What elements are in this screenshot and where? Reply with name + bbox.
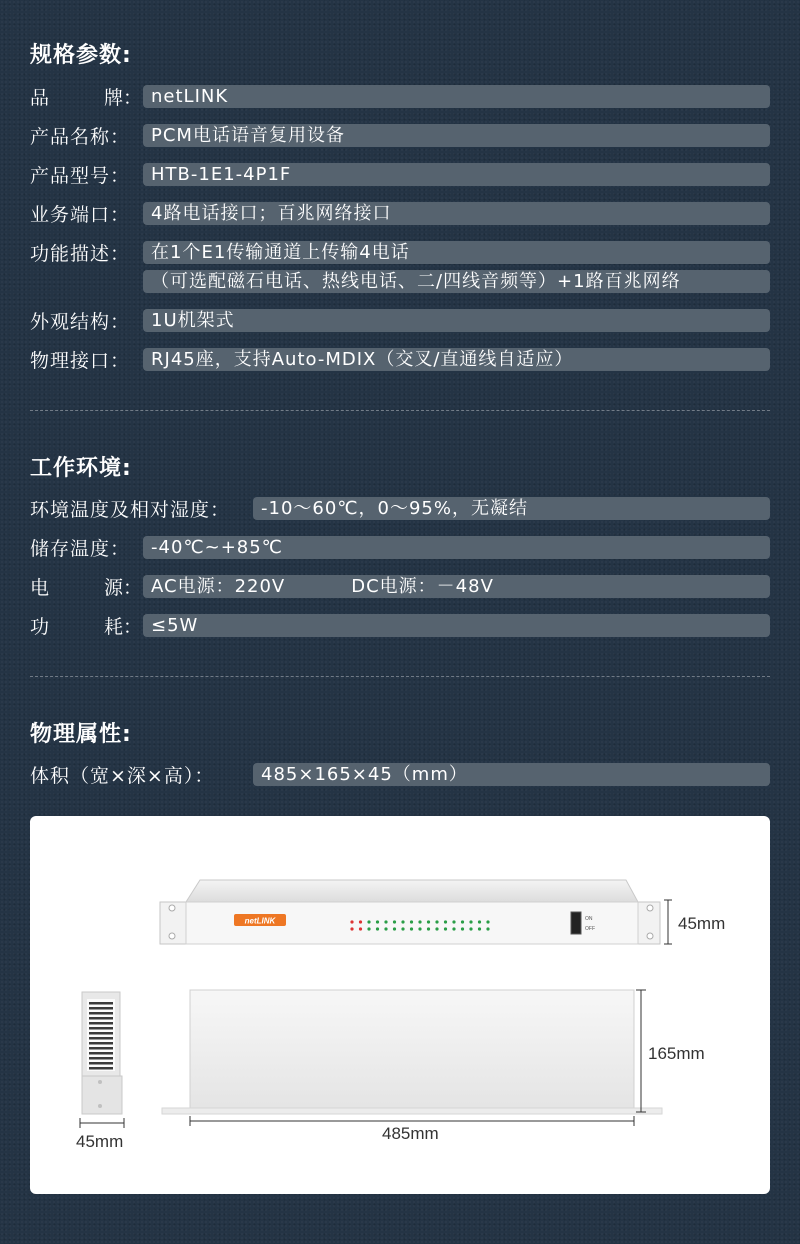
led-dot	[461, 927, 464, 930]
front-view	[160, 880, 672, 944]
spec-value: 1U机架式	[143, 309, 770, 332]
spec-label: 品 牌：	[30, 86, 143, 109]
dimension-height-label: 45mm	[678, 914, 726, 933]
vent-slot	[89, 1002, 113, 1005]
side-view	[80, 992, 124, 1128]
env-value	[143, 575, 770, 598]
spec-row-interface	[30, 347, 770, 371]
ac-power: AC电源：220V	[151, 575, 286, 597]
spec-row-function-cont	[30, 269, 770, 293]
env-label: 环境温度及相对湿度：	[30, 498, 231, 521]
led-dot	[384, 927, 387, 930]
led-dot	[427, 927, 430, 930]
led-dot	[359, 920, 362, 923]
spec-row-name	[30, 123, 770, 147]
vent-slot	[89, 1062, 113, 1065]
switch-on-label: ON	[585, 916, 593, 922]
phys-row-volume	[30, 762, 770, 786]
spec-value: 在1个E1传输通道上传输4电话	[143, 241, 770, 264]
product-dimension-card	[30, 816, 770, 1194]
vent-slot	[89, 1057, 113, 1060]
led-dot	[478, 920, 481, 923]
switch-off-label: OFF	[585, 926, 595, 932]
divider	[30, 410, 770, 411]
spec-value: （可选配磁石电话、热线电话、二/四线音频等）+1路百兆网络	[143, 270, 770, 293]
env-label: 储存温度：	[30, 537, 131, 560]
spec-label: 业务端口：	[30, 203, 131, 226]
phys-label: 体积（宽×深×高）：	[30, 764, 215, 787]
led-dot	[427, 920, 430, 923]
dimension-width-label: 485mm	[382, 1124, 439, 1143]
env-row-temp-humidity	[30, 496, 770, 520]
spec-row-function	[30, 240, 770, 264]
led-dot	[359, 927, 362, 930]
led-dot	[410, 927, 413, 930]
vent-slot	[89, 1052, 113, 1055]
env-value: ≤5W	[143, 614, 770, 637]
led-dot	[401, 927, 404, 930]
vent-slot	[89, 1027, 113, 1030]
divider	[30, 676, 770, 677]
netlink-logo-text: netLINK	[244, 916, 276, 926]
specs-title: 规格参数:	[30, 43, 132, 68]
vent-slot	[89, 1067, 113, 1070]
led-dot	[410, 920, 413, 923]
led-dot	[452, 920, 455, 923]
led-dot	[444, 920, 447, 923]
spec-row-ports	[30, 201, 770, 225]
spec-label: 产品型号：	[30, 164, 131, 187]
env-row-consumption	[30, 613, 770, 637]
led-dot	[384, 920, 387, 923]
spec-label: 产品名称：	[30, 125, 131, 148]
env-row-power	[30, 574, 770, 598]
env-value: -10～60℃，0～95%，无凝结	[253, 497, 770, 520]
env-label: 功 耗：	[30, 615, 143, 638]
spec-value: 4路电话接口；百兆网络接口	[143, 202, 770, 225]
spec-label: 物理接口：	[30, 349, 131, 372]
led-dot	[350, 920, 353, 923]
spec-value: HTB-1E1-4P1F	[143, 163, 770, 186]
spec-row-brand	[30, 84, 770, 108]
led-dot	[350, 927, 353, 930]
led-dot	[367, 927, 370, 930]
physical-title: 物理属性:	[30, 722, 132, 747]
spec-value: netLINK	[143, 85, 770, 108]
spec-row-structure	[30, 308, 770, 332]
vent-slot	[89, 1047, 113, 1050]
dimension-depth-label: 165mm	[648, 1044, 705, 1063]
vent-slot	[89, 1022, 113, 1025]
env-label: 电 源：	[30, 576, 143, 599]
led-dot	[461, 920, 464, 923]
vent-slot	[89, 1007, 113, 1010]
spec-value: RJ45座，支持Auto-MDIX（交叉/直通线自适应）	[143, 348, 770, 371]
vent-slot	[89, 1012, 113, 1015]
spec-label: 功能描述：	[30, 242, 131, 265]
led-dot	[401, 920, 404, 923]
led-dot	[376, 920, 379, 923]
led-dot	[486, 927, 489, 930]
vent-slot	[89, 1042, 113, 1045]
led-dot	[452, 927, 455, 930]
led-dot	[478, 927, 481, 930]
led-dot	[435, 927, 438, 930]
power-switch	[571, 912, 581, 934]
env-row-storage	[30, 535, 770, 559]
led-dot	[376, 927, 379, 930]
spec-row-model	[30, 162, 770, 186]
spec-label: 外观结构：	[30, 310, 131, 333]
env-value: -40℃~+85℃	[143, 536, 770, 559]
vent-slot	[89, 1032, 113, 1035]
led-dot	[393, 927, 396, 930]
led-dot	[469, 920, 472, 923]
vent-slot	[89, 1037, 113, 1040]
dimension-side-height-label: 45mm	[76, 1132, 124, 1151]
led-dot	[393, 920, 396, 923]
led-dot	[469, 927, 472, 930]
led-dot	[418, 927, 421, 930]
led-dot	[418, 920, 421, 923]
phys-value: 485×165×45（mm）	[253, 763, 770, 786]
dc-power: DC电源：－48V	[351, 575, 494, 597]
led-dot	[435, 920, 438, 923]
led-dot	[486, 920, 489, 923]
environment-title: 工作环境:	[30, 456, 132, 481]
top-view	[162, 990, 662, 1126]
led-dot	[444, 927, 447, 930]
led-dot	[367, 920, 370, 923]
spec-value: PCM电话语音复用设备	[143, 124, 770, 147]
vent-slot	[89, 1017, 113, 1020]
